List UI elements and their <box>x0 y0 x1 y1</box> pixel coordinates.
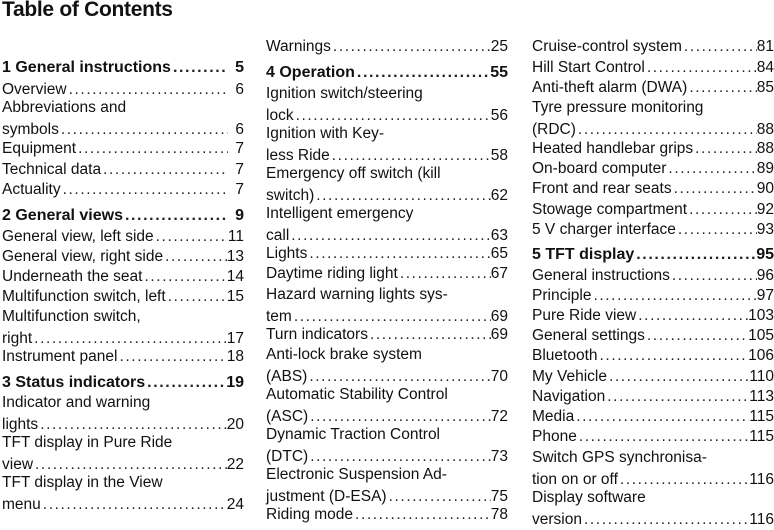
toc-leader-dots <box>598 345 749 367</box>
toc-page-number: 116 <box>749 510 774 528</box>
toc-entry[interactable] <box>2 432 244 475</box>
toc-entry-text: Underneath the seat <box>2 268 143 285</box>
toc-entry[interactable] <box>266 83 508 126</box>
toc-leader-dots <box>670 265 757 287</box>
toc-page-number: 15 <box>226 288 244 305</box>
toc-entry[interactable] <box>2 159 244 181</box>
toc-leader-dots <box>645 57 757 79</box>
toc-page-number: 9 <box>235 207 244 224</box>
toc-leader-dots <box>61 179 228 201</box>
toc-leader-dots <box>666 158 756 180</box>
toc-entry[interactable] <box>532 366 774 388</box>
toc-entry-text: Overview <box>2 81 67 98</box>
toc-entry-text: Ignition switch/steering <box>266 85 423 102</box>
toc-entry-text: (DTC) <box>266 447 309 465</box>
toc-page-number: 6 <box>235 120 244 138</box>
toc-page-number: 17 <box>226 329 244 347</box>
toc-entry-text: Anti-lock brake system <box>266 346 422 363</box>
toc-entry[interactable] <box>266 324 508 346</box>
toc-page-number: 115 <box>749 408 774 425</box>
toc-entry[interactable] <box>266 424 508 467</box>
toc-entry[interactable] <box>532 345 774 367</box>
toc-leader-dots <box>693 138 757 160</box>
toc-entry-text: Navigation <box>532 388 606 405</box>
toc-page-number: 24 <box>226 495 244 513</box>
toc-page-number: 96 <box>756 267 774 284</box>
toc-leader-dots <box>645 325 748 347</box>
toc-leader-dots <box>41 494 227 516</box>
toc-page-number: 81 <box>756 38 774 55</box>
toc-entry-text: Tyre pressure monitoring <box>532 99 704 116</box>
toc-entry[interactable] <box>532 386 774 408</box>
toc-entry-text: (ASC) <box>266 407 309 425</box>
toc-entry-text: lights <box>2 415 39 433</box>
toc-entry-text: Riding mode <box>266 506 354 523</box>
toc-page-number: 55 <box>490 64 508 81</box>
toc-leader-dots <box>682 36 757 58</box>
toc-entry-text: Equipment <box>2 140 77 157</box>
toc-page-number: 84 <box>756 59 774 76</box>
toc-chapter-entry[interactable] <box>2 372 244 394</box>
toc-entry-text: Cruise-control system <box>532 38 682 55</box>
toc-entry-text: Heated handlebar grips <box>532 140 694 157</box>
toc-entry-text: call <box>266 226 290 244</box>
toc-page-number: 67 <box>490 265 508 282</box>
toc-entry-text: menu <box>2 495 41 513</box>
toc-page-number: 93 <box>756 221 774 238</box>
toc-entry[interactable] <box>2 346 244 368</box>
toc-entry-text: Principle <box>532 287 592 304</box>
toc-leader-dots <box>591 285 756 307</box>
toc-entry-text: Actuality <box>2 181 61 198</box>
toc-page-number: 116 <box>749 470 774 488</box>
toc-entry[interactable] <box>532 325 774 347</box>
toc-entry-text: Phone <box>532 428 577 445</box>
toc-leader-dots <box>676 219 757 241</box>
toc-page-number: 14 <box>226 268 244 285</box>
toc-entry-text: 1 General instructions <box>2 59 171 76</box>
toc-leader-dots <box>576 119 757 141</box>
toc-page-number: 7 <box>235 161 244 178</box>
toc-page-number: 113 <box>749 388 774 405</box>
toc-leader-dots <box>154 226 228 248</box>
toc-page-number: 7 <box>235 140 244 157</box>
toc-leader-dots <box>355 62 490 84</box>
toc-entry-text: symbols <box>2 120 59 138</box>
toc-leader-dots <box>672 178 757 200</box>
toc-entry-text: General instructions <box>532 267 670 284</box>
toc-leader-dots <box>163 246 227 268</box>
toc-leader-dots <box>117 346 226 368</box>
toc-entry-text: General view, left side <box>2 228 154 245</box>
toc-page-number: 63 <box>490 226 508 244</box>
toc-page-number: 105 <box>748 327 774 344</box>
toc-leader-dots <box>577 426 749 448</box>
toc-entry-text: Stowage compartment <box>532 201 688 218</box>
toc-entry-text: Media <box>532 408 575 425</box>
toc-entry-text: Pure Ride view <box>532 307 637 324</box>
toc-leader-dots <box>687 77 756 99</box>
toc-entry-text: 3 Status indicators <box>2 374 146 391</box>
toc-entry-text: Daytime riding light <box>266 265 398 282</box>
toc-page-number: 19 <box>226 374 244 391</box>
toc-entry[interactable] <box>532 219 774 241</box>
toc-entry-text: (RDC) <box>532 120 576 138</box>
toc-entry[interactable] <box>266 464 508 507</box>
toc-page-number: 56 <box>490 106 508 124</box>
toc-entry[interactable] <box>2 138 244 160</box>
toc-page-number: 115 <box>749 428 774 445</box>
toc-entry[interactable] <box>266 344 508 387</box>
toc-leader-dots <box>353 504 491 526</box>
toc-entry-text: Indicator and warning <box>2 394 151 411</box>
toc-entry[interactable] <box>2 306 244 349</box>
toc-entry[interactable] <box>2 286 244 308</box>
toc-entry[interactable] <box>266 163 508 206</box>
toc-page-number: 5 <box>235 59 244 76</box>
toc-entry[interactable] <box>266 203 508 246</box>
toc-entry[interactable] <box>266 284 508 327</box>
toc-entry-text: tem <box>266 307 292 325</box>
toc-entry-text: tion on or off <box>532 470 618 488</box>
toc-leader-dots <box>605 386 749 408</box>
toc-page-number: 7 <box>235 181 244 198</box>
toc-leader-dots <box>76 138 228 160</box>
toc-page-number: 72 <box>490 407 508 425</box>
toc-page-number: 65 <box>490 245 508 262</box>
toc-entry-text: 5 TFT display <box>532 246 635 263</box>
toc-entry-text: Emergency off switch (kill <box>266 165 441 182</box>
toc-page-number: 25 <box>490 38 508 55</box>
toc-entry-text: On-board computer <box>532 160 667 177</box>
toc-entry[interactable] <box>532 138 774 160</box>
toc-entry[interactable] <box>2 392 244 435</box>
toc-entry-text: TFT display in the View <box>2 474 163 491</box>
toc-leader-dots <box>398 263 491 285</box>
toc-entry-text: Anti-theft alarm (DWA) <box>532 79 688 96</box>
toc-entry-text: lock <box>266 106 294 124</box>
toc-entry[interactable] <box>532 178 774 200</box>
toc-page-number: 88 <box>756 120 774 138</box>
toc-entry-text: Abbreviations and <box>2 99 127 116</box>
toc-entry[interactable] <box>266 123 508 166</box>
toc-page-number: 97 <box>756 287 774 304</box>
toc-page-number: 62 <box>490 186 508 204</box>
toc-entry-text: justment (D-ESA) <box>266 487 387 505</box>
toc-entry-text: Dynamic Traction Control <box>266 426 441 443</box>
toc-page-number: 73 <box>490 447 508 465</box>
toc-entry-text: view <box>2 455 34 473</box>
toc-entry-text: Display software <box>532 489 646 506</box>
toc-leader-dots <box>171 57 228 79</box>
toc-entry-text: Turn indicators <box>266 326 368 343</box>
toc-entry-text: 5 V charger interface <box>532 221 676 238</box>
toc-entry-text: less Ride <box>266 146 330 164</box>
toc-chapter-entry[interactable] <box>266 62 508 84</box>
toc-page-number: 89 <box>756 160 774 177</box>
toc-entry[interactable] <box>2 246 244 268</box>
toc-entry[interactable] <box>532 406 774 428</box>
toc-leader-dots <box>331 36 491 58</box>
toc-page-number: 75 <box>490 487 508 505</box>
toc-entry-text: right <box>2 329 33 347</box>
toc-entry[interactable] <box>266 243 508 265</box>
toc-entry-text: Multifunction switch, <box>2 308 141 325</box>
toc-entry-text: version <box>532 510 582 528</box>
toc-page-number: 20 <box>226 415 244 433</box>
toc-entry[interactable] <box>532 199 774 221</box>
toc-page-number: 6 <box>235 81 244 98</box>
toc-chapter-entry[interactable] <box>2 205 244 227</box>
toc-entry-text: Intelligent emergency <box>266 205 414 222</box>
toc-entry[interactable] <box>532 57 774 79</box>
toc-entry-text: 4 Operation <box>266 64 355 81</box>
toc-page-number: 110 <box>749 368 774 385</box>
toc-page-number: 13 <box>226 248 244 265</box>
toc-entry-text: TFT display in Pure Ride <box>2 434 173 451</box>
toc-entry[interactable] <box>532 158 774 180</box>
toc-entry[interactable] <box>532 97 774 140</box>
toc-chapter-entry[interactable] <box>532 244 774 266</box>
toc-entry[interactable] <box>2 97 244 140</box>
toc-entry[interactable] <box>266 36 508 58</box>
page-title: Table of Contents <box>2 0 173 21</box>
toc-page-number: 78 <box>490 506 508 523</box>
toc-page-number: 58 <box>490 146 508 164</box>
toc-entry-text: Warnings <box>266 38 331 55</box>
toc-entry[interactable] <box>2 472 244 515</box>
toc-leader-dots <box>607 366 749 388</box>
toc-entry[interactable] <box>266 504 508 526</box>
toc-entry[interactable] <box>2 179 244 201</box>
toc-entry-text: Automatic Stability Control <box>266 386 448 403</box>
toc-entry-text: 2 General views <box>2 207 123 224</box>
toc-page-number: 92 <box>756 201 774 218</box>
toc-page-number: 103 <box>748 307 774 324</box>
toc-entry-text: switch) <box>266 186 315 204</box>
toc-entry-text: General view, right side <box>2 248 164 265</box>
toc-entry-text: Multifunction switch, left <box>2 288 166 305</box>
toc-page-number: 70 <box>490 367 508 385</box>
toc-leader-dots <box>636 305 748 327</box>
toc-page-number: 88 <box>756 140 774 157</box>
toc-page-number: 95 <box>756 246 774 263</box>
toc-entry-text: Lights <box>266 245 308 262</box>
toc-entry[interactable] <box>532 77 774 99</box>
toc-entry-text: Technical data <box>2 161 102 178</box>
toc-entry-text: Bluetooth <box>532 347 598 364</box>
toc-entry-text: Switch GPS synchronisa- <box>532 449 707 466</box>
toc-entry[interactable] <box>2 266 244 288</box>
toc-entry-text: (ABS) <box>266 367 308 385</box>
toc-leader-dots <box>101 159 228 181</box>
toc-leader-dots <box>634 244 756 266</box>
toc-page-number: 85 <box>756 79 774 96</box>
toc-entry-text: General settings <box>532 327 645 344</box>
toc-leader-dots <box>142 266 226 288</box>
toc-page-number: 69 <box>490 307 508 325</box>
toc-page-number: 106 <box>748 347 774 364</box>
toc-leader-dots <box>368 324 491 346</box>
toc-entry[interactable] <box>532 426 774 448</box>
toc-entry-text: Front and rear seats <box>532 180 672 197</box>
toc-entry-text: Hazard warning lights sys- <box>266 286 448 303</box>
toc-entry-text: Ignition with Key- <box>266 125 385 142</box>
toc-chapter-entry[interactable] <box>2 57 244 79</box>
toc-entry[interactable] <box>532 285 774 307</box>
toc-leader-dots <box>166 286 227 308</box>
toc-entry-text: Hill Start Control <box>532 59 645 76</box>
toc-entry[interactable] <box>532 265 774 287</box>
toc-entry[interactable] <box>532 447 774 490</box>
toc-page-number: 22 <box>226 455 244 473</box>
toc-leader-dots <box>307 243 490 265</box>
toc-entry-text: Instrument panel <box>2 348 118 365</box>
toc-entry-text: Electronic Suspension Ad- <box>266 466 447 483</box>
toc-leader-dots <box>574 406 749 428</box>
toc-entry[interactable] <box>266 263 508 285</box>
toc-leader-dots <box>145 372 226 394</box>
toc-entry-text: My Vehicle <box>532 368 607 385</box>
toc-page-number: 18 <box>226 348 244 365</box>
toc-leader-dots <box>123 205 228 227</box>
toc-entry[interactable] <box>532 305 774 327</box>
toc-page-number: 11 <box>227 228 244 245</box>
toc-page-number: 69 <box>490 326 508 343</box>
toc-entry[interactable] <box>532 36 774 58</box>
toc-leader-dots <box>582 509 749 530</box>
toc-leader-dots <box>59 119 228 141</box>
toc-entry[interactable] <box>532 487 774 530</box>
toc-leader-dots <box>687 199 757 221</box>
toc-entry[interactable] <box>266 384 508 427</box>
toc-entry[interactable] <box>2 226 244 248</box>
toc-page-number: 90 <box>756 180 774 197</box>
